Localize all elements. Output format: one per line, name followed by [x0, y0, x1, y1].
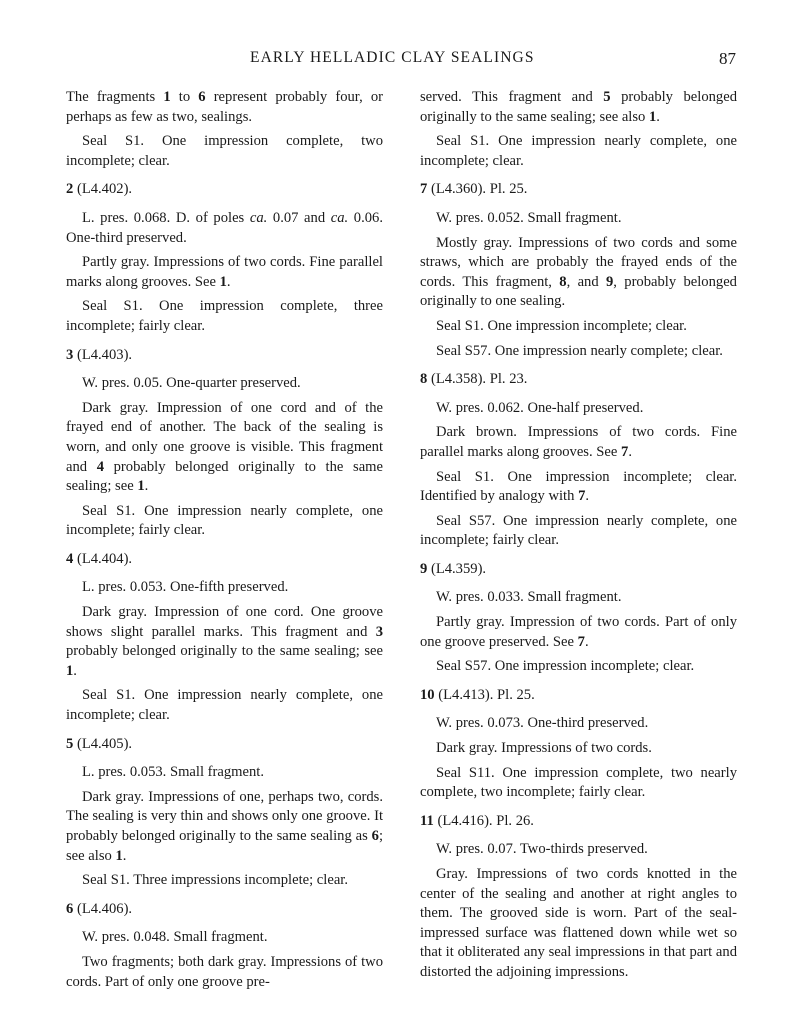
entry-dimensions: L. pres. 0.053. Small fragment. — [82, 764, 264, 781]
entry-seal: Seal S57. One impression incomplete; clear. — [436, 658, 695, 675]
entry-dimensions: W. pres. 0.033. Small fragment. — [436, 589, 622, 606]
entry-heading: 7 (L4.360). Pl. 25. — [420, 181, 528, 198]
page-number: 87 — [719, 49, 736, 68]
running-title: EARLY HELLADIC CLAY SEALINGS — [250, 49, 535, 66]
entry-seal: Seal S1. One impression incomplete; clear. — [436, 317, 687, 334]
entry-dimensions: L. pres. 0.068. D. of poles ca. 0.07 and ca. 0.06. One-third preserved. — [66, 209, 383, 246]
continued-paragraph: served. This fragment and 5 probably belonged originally to the same sealing; see also 1. — [420, 89, 738, 125]
entry-description: Two fragments; both dark gray. Impressions of two cords. Part of only one groove pre- — [66, 953, 383, 990]
entry-description: Dark gray. Impressions of two cords. — [436, 740, 652, 757]
left-column — [66, 88, 383, 997]
entry-dimensions: W. pres. 0.07. Two-thirds preserved. — [436, 841, 648, 858]
entry-dimensions: W. pres. 0.048. Small fragment. — [82, 929, 268, 946]
entry-description: Dark brown. Impressions of two cords. Fine parallel marks along grooves. See 7. — [420, 424, 737, 460]
entry-description: Partly gray. Impressions of two cords. Fine parallel marks along grooves. See 1. — [66, 254, 383, 290]
entry-description: Dark gray. Impression of one cord. One groove shows slight parallel marks. This fragment and 3 probably belonged originally to the same sealing; see 1. — [66, 604, 383, 679]
intro-seal: Seal S1. One impression complete, two incomplete; clear. — [66, 133, 383, 169]
entry-seal: Seal S11. One impression complete, two nearly complete, two incomplete; fairly clear. — [420, 764, 737, 801]
entry-dimensions: W. pres. 0.05. One-quarter preserved. — [82, 375, 301, 392]
entry-seal: Seal S1. One impression incomplete; clear. Identified by analogy with 7. — [420, 468, 737, 505]
entry-dimensions: W. pres. 0.073. One-third preserved. — [436, 715, 649, 732]
entry-seal: Seal S1. One impression nearly complete, one incomplete; fairly clear. — [66, 502, 383, 539]
entry-heading: 10 (L4.413). Pl. 25. — [420, 686, 535, 703]
entry-dimensions: L. pres. 0.053. One-fifth preserved. — [82, 579, 289, 596]
entry-seal: Seal S1. Three impressions incomplete; clear. — [82, 872, 349, 889]
entry-heading: 4 (L4.404). — [66, 550, 133, 567]
entry-seal: Seal S1. One impression complete, three incomplete; fairly clear. — [66, 298, 383, 334]
entry-description: Mostly gray. Impressions of two cords and some straws, which are probably the frayed ends of the cords. This fragment, 8, and 9, probably belonged originally to one sealing. — [420, 234, 737, 310]
entry-seal: Seal S1. One impression nearly complete, one incomplete; clear. — [66, 687, 383, 724]
entry-description: Gray. Impressions of two cords knotted in the center of the sealing and another at right angles to them. The grooved side is worn. Part of the seal-impressed surface was flattened down while wet so that it obliterated any seal impressions in that part and distorted the adjoining impressions. — [420, 866, 737, 980]
entry-heading: 11 (L4.416). Pl. 26. — [420, 812, 534, 829]
entry-heading: 5 (L4.405). — [66, 735, 133, 752]
entry-seal: Seal S57. One impression nearly complete, one incomplete; fairly clear. — [420, 512, 737, 549]
running-head — [0, 49, 805, 73]
entry-heading: 3 (L4.403). — [66, 346, 133, 363]
right-column — [420, 88, 737, 988]
entry-heading: 9 (L4.359). — [420, 560, 487, 577]
entry-dimensions: W. pres. 0.062. One-half preserved. — [436, 399, 644, 416]
entry-dimensions: W. pres. 0.052. Small fragment. — [436, 209, 622, 226]
entry-heading: 6 (L4.406). — [66, 900, 133, 917]
entry-description: Dark gray. Impressions of one, perhaps two, cords. The sealing is very thin and shows only one groove. It probably belonged originally to the same sealing as 6; see also 1. — [66, 788, 383, 864]
entry-description: Dark gray. Impression of one cord and of the frayed end of another. The back of the sealing is worn, and only one groove is visible. This fragment and 4 probably belonged originally to the same sealing; see 1. — [66, 399, 383, 495]
entry-heading: 2 (L4.402). — [66, 181, 133, 198]
entry-heading: 8 (L4.358). Pl. 23. — [420, 371, 528, 388]
continued-seal: Seal S1. One impression nearly complete, one incomplete; clear. — [420, 133, 737, 169]
intro-paragraph: The fragments 1 to 6 represent probably four, or perhaps as few as two, sealings. — [66, 89, 384, 125]
entry-description: Partly gray. Impression of two cords. Part of only one groove preserved. See 7. — [420, 614, 737, 650]
entry-seal: Seal S57. One impression nearly complete; clear. — [436, 342, 723, 359]
